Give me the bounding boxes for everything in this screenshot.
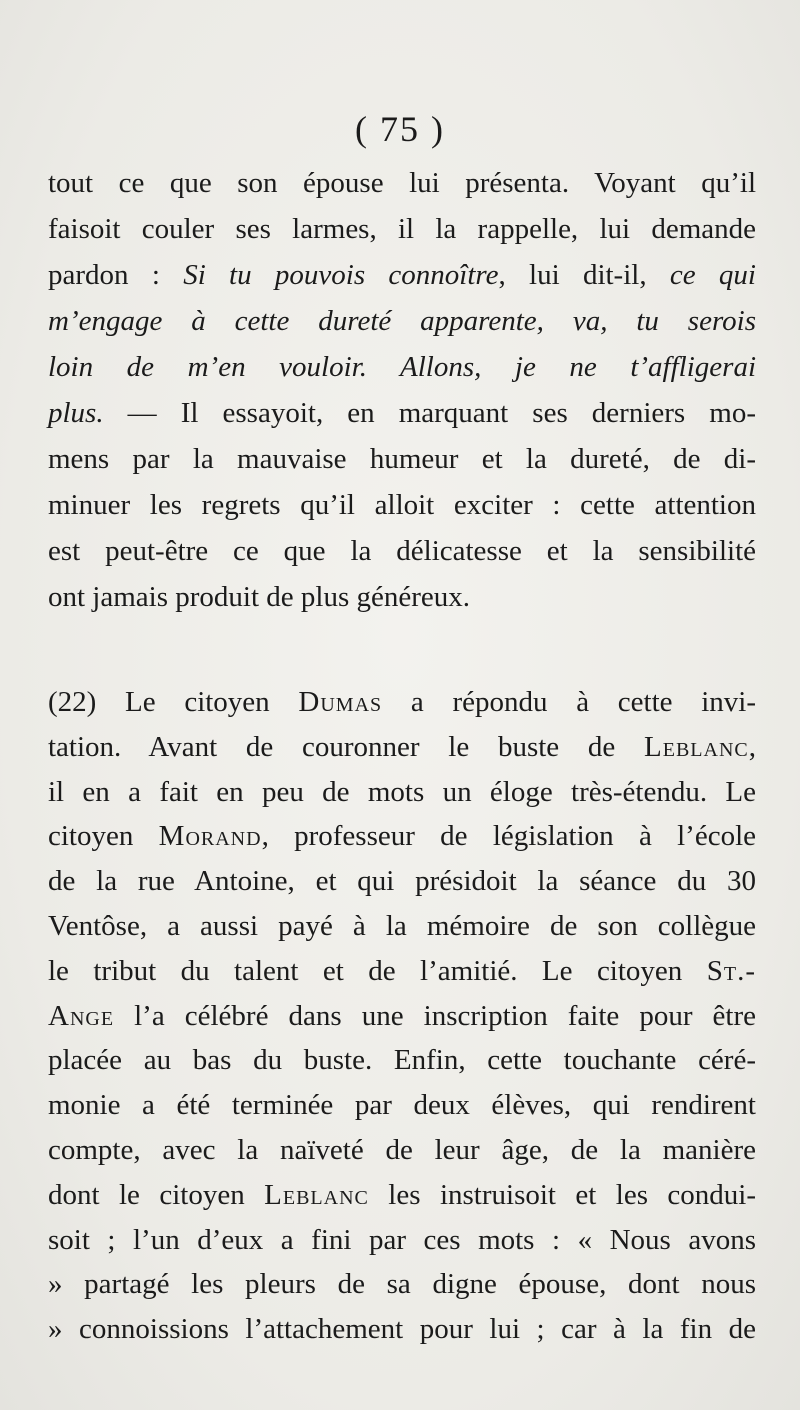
paragraph-2 — [48, 680, 756, 1352]
page-number: ( 75 ) — [355, 109, 445, 149]
person-name: Dumas — [298, 686, 383, 718]
text-line: dont le citoyen Leblanc les instruisoit et les condui- — [48, 1178, 757, 1211]
text-line: il en a fait en peu de mots un éloge très-étendu. Le — [48, 775, 756, 808]
text-line: loin de m’en vouloir. Allons, je ne t’affligerai — [48, 351, 756, 383]
text-line: de la rue Antoine, et qui présidoit la séance du 30 — [48, 865, 756, 898]
text-line: minuer les regrets qu’il alloit exciter : cette attention — [48, 489, 756, 521]
person-name: St.- — [706, 954, 756, 987]
text-line: ont jamais produit de plus généreux. — [48, 581, 471, 613]
text-line: tout ce que son épouse lui présenta. Voyant qu’il — [48, 167, 756, 199]
text-line: pardon : Si tu pouvois connoître, lui dit-il, ce qui — [48, 259, 756, 291]
paragraph-1 — [48, 160, 756, 620]
text-line: compte, avec la naïveté de leur âge, de la manière — [48, 1133, 756, 1166]
text-line: monie a été terminée par deux élèves, qui rendirent — [48, 1089, 756, 1122]
text-line: m’engage à cette dureté apparente, va, tu serois — [48, 305, 756, 337]
text-line: faisoit couler ses larmes, il la rappelle, lui demande — [48, 213, 756, 245]
text-line: » connoissions l’attachement pour lui ; car à la fin de — [48, 1313, 756, 1346]
text-line: soit ; l’un d’eux a fini par ces mots : « Nous avons — [48, 1223, 756, 1256]
text-line: est peut-être ce que la délicatesse et la sensibilité — [48, 535, 756, 567]
person-name: Ange — [48, 999, 115, 1032]
text-line: (22) Le citoyen Dumas a répondu à cette invi- — [48, 686, 756, 718]
text-line: tation. Avant de couronner le buste de Leblanc, — [48, 730, 756, 763]
text-line: Ventôse, a aussi payé à la mémoire de son collègue — [48, 909, 756, 942]
text-line: mens par la mauvaise humeur et la dureté, de di- — [48, 443, 756, 475]
text-line: Ange l’a célébré dans une inscription faite pour être — [48, 999, 756, 1032]
person-name: Leblanc — [264, 1178, 369, 1211]
text-line: citoyen Morand, professeur de législation à l’école — [48, 820, 757, 853]
text-line: plus. — Il essayoit, en marquant ses derniers mo- — [48, 397, 756, 429]
person-name: Morand — [158, 820, 262, 853]
person-name: Leblanc — [644, 730, 749, 763]
text-line: placée au bas du buste. Enfin, cette touchante céré- — [48, 1044, 756, 1077]
text-line: le tribut du talent et de l’amitié. Le citoyen St.- — [48, 954, 756, 987]
text-line: » partagé les pleurs de sa digne épouse, dont nous — [48, 1268, 756, 1301]
